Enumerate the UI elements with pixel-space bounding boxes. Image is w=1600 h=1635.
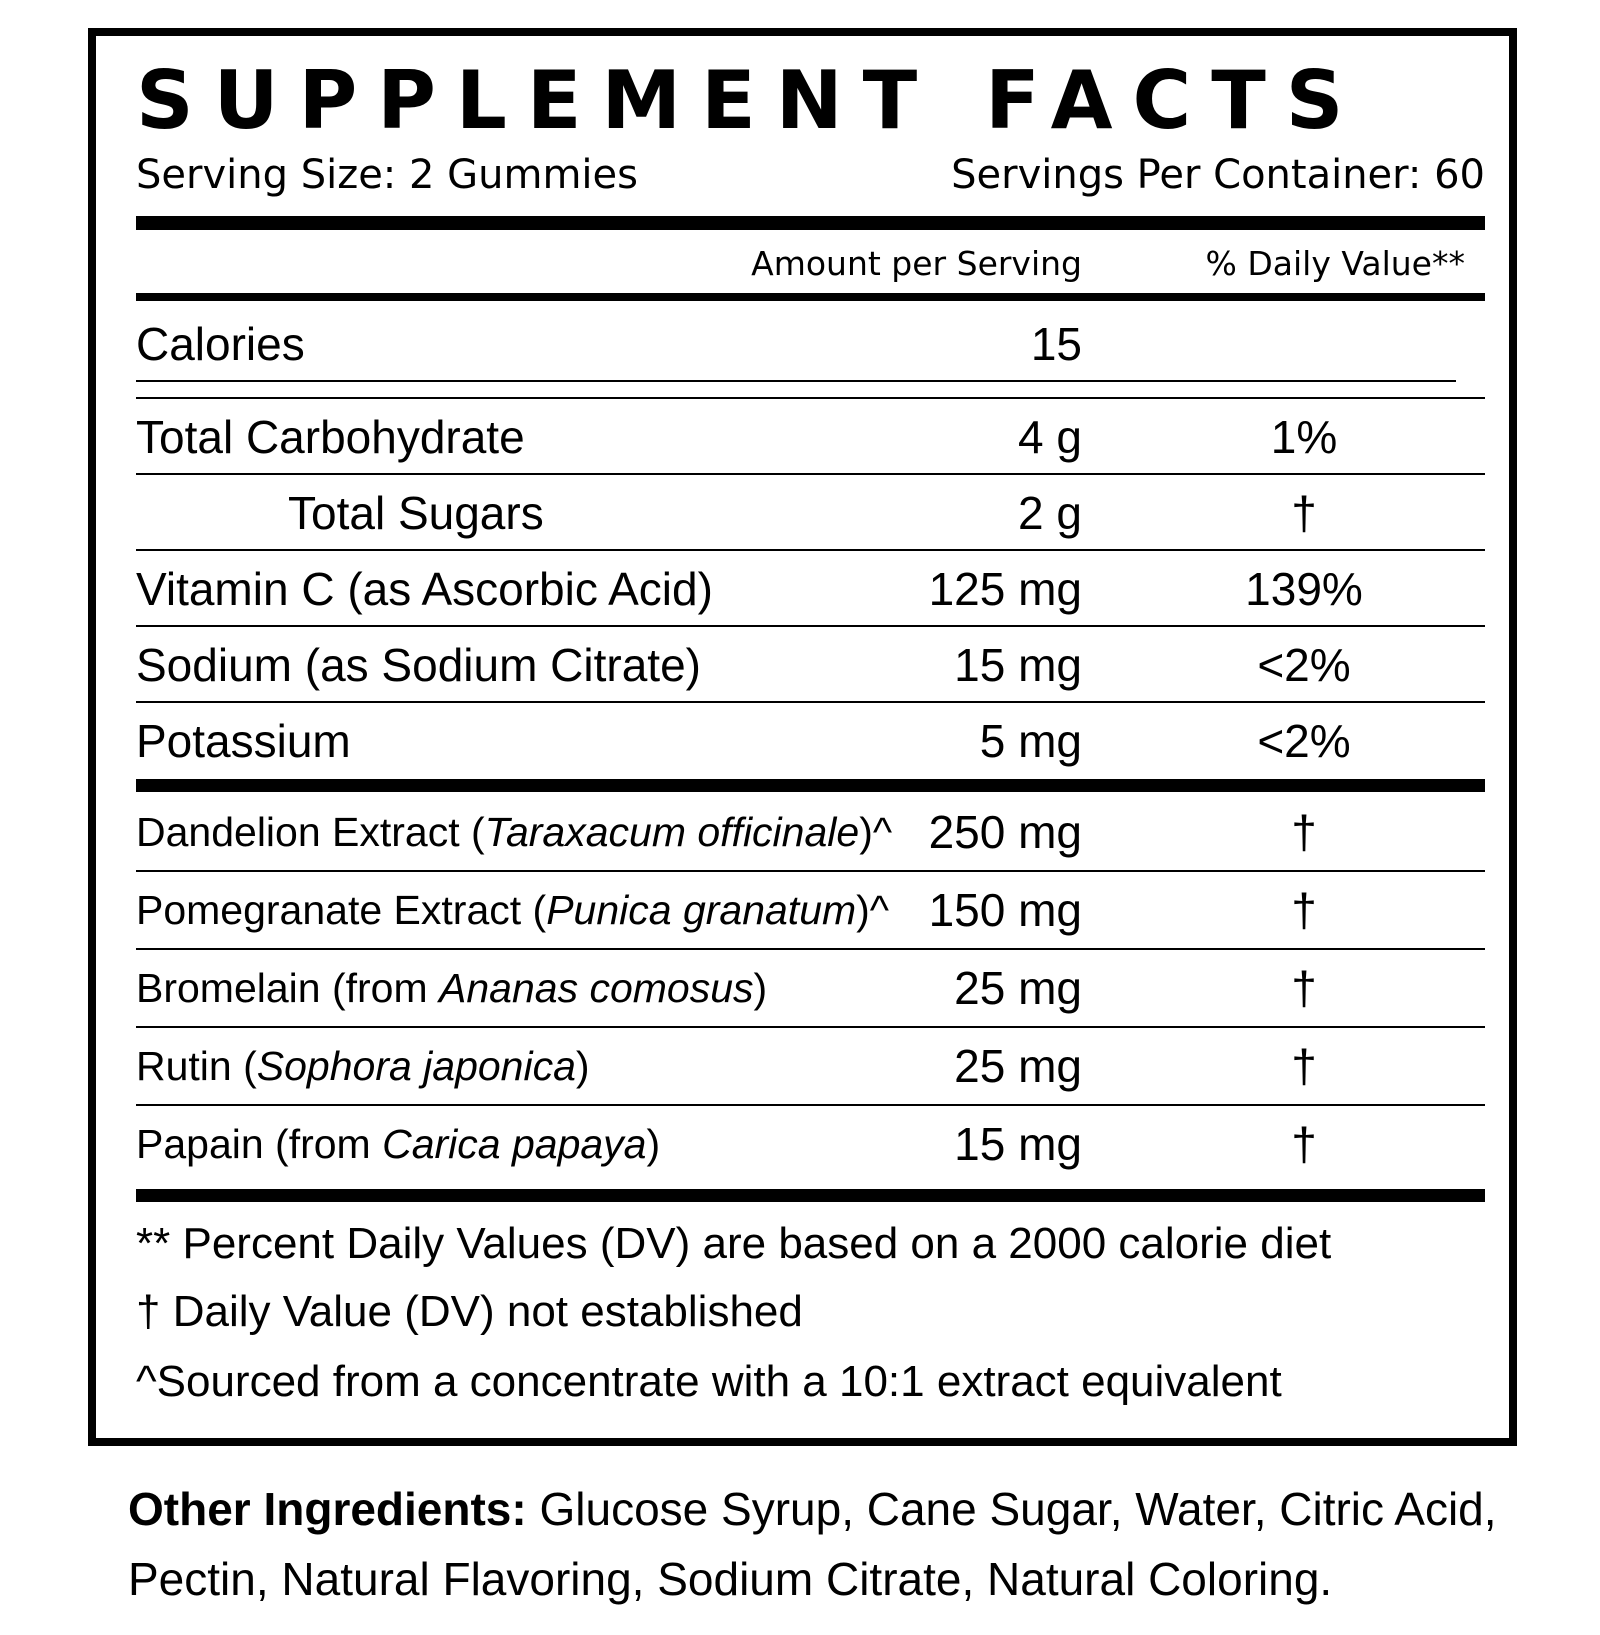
column-header bbox=[136, 236, 1485, 291]
nutrient-name: Sodium (as Sodium Citrate) bbox=[136, 639, 701, 691]
other-ingredients bbox=[128, 1474, 1508, 1614]
nutrient-amount: 15 mg bbox=[954, 639, 1082, 691]
panel-title: SUPPLEMENT FACTS bbox=[136, 54, 1364, 147]
ingredient-amount: 150 mg bbox=[928, 884, 1082, 936]
nutrient-row bbox=[136, 551, 1485, 627]
thick-divider bbox=[136, 779, 1485, 792]
nutrient-name: Total Sugars bbox=[288, 487, 544, 539]
ingredient-daily-value: † bbox=[1291, 806, 1317, 858]
daily-value-column-header: % Daily Value** bbox=[1205, 244, 1465, 283]
ingredient-daily-value: † bbox=[1291, 1040, 1317, 1092]
ingredient-row bbox=[136, 794, 1485, 870]
ingredient-name: Papain (from Carica papaya) bbox=[136, 1121, 661, 1167]
nutrient-daily-value: 1% bbox=[1270, 411, 1338, 463]
servings-per-container: Servings Per Container: 60 bbox=[951, 152, 1485, 198]
nutrient-amount: 5 mg bbox=[979, 715, 1082, 767]
nutrient-row bbox=[136, 306, 1485, 382]
ingredient-name: Dandelion Extract (Taraxacum officinale)^ bbox=[136, 809, 893, 855]
nutrient-daily-value: <2% bbox=[1257, 715, 1351, 767]
footnote-dv-not-established: † Daily Value (DV) not established bbox=[136, 1287, 803, 1336]
nutrient-daily-value: 139% bbox=[1245, 563, 1363, 615]
ingredient-amount: 250 mg bbox=[928, 806, 1082, 858]
nutrient-row bbox=[136, 703, 1485, 779]
nutrient-row bbox=[136, 475, 1485, 551]
nutrient-amount: 4 g bbox=[1018, 411, 1082, 463]
nutrient-daily-value: <2% bbox=[1257, 639, 1351, 691]
thick-divider bbox=[136, 216, 1485, 230]
other-ingredients-text: Glucose Syrup, Cane Sugar, Water, Citric Acid, Pectin, Natural Flavoring, Sodium Citrate, Natural Coloring. bbox=[128, 1483, 1497, 1605]
ingredient-name: Bromelain (from Ananas comosus) bbox=[136, 965, 768, 1011]
nutrient-daily-value: † bbox=[1291, 487, 1317, 539]
ingredient-name: Rutin (Sophora japonica) bbox=[136, 1043, 590, 1089]
nutrient-amount: 125 mg bbox=[928, 563, 1082, 615]
footnote-concentrate: ^Sourced from a concentrate with a 10:1 extract equivalent bbox=[136, 1357, 1282, 1406]
other-ingredients-label: Other Ingredients: bbox=[128, 1483, 527, 1535]
ingredient-daily-value: † bbox=[1291, 884, 1317, 936]
footnote-daily-values: ** Percent Daily Values (DV) are based on a 2000 calorie diet bbox=[136, 1219, 1332, 1268]
ingredient-daily-value: † bbox=[1291, 962, 1317, 1014]
ingredient-daily-value: † bbox=[1291, 1118, 1317, 1170]
supplement-facts-panel bbox=[88, 28, 1517, 1446]
ingredient-amount: 25 mg bbox=[954, 962, 1082, 1014]
nutrient-daily-value bbox=[1244, 306, 1364, 382]
ingredient-row bbox=[136, 872, 1485, 948]
ingredient-amount: 25 mg bbox=[954, 1040, 1082, 1092]
nutrient-row bbox=[136, 627, 1485, 703]
amount-column-header: Amount per Serving bbox=[751, 244, 1082, 283]
ingredient-row bbox=[136, 1106, 1485, 1182]
nutrient-row bbox=[136, 399, 1485, 475]
serving-info bbox=[136, 150, 1485, 200]
nutrient-amount: 2 g bbox=[1018, 487, 1082, 539]
nutrient-name: Potassium bbox=[136, 715, 351, 767]
row-divider bbox=[136, 380, 1456, 382]
header-divider bbox=[136, 293, 1485, 301]
ingredient-row bbox=[136, 1028, 1485, 1104]
ingredient-row bbox=[136, 950, 1485, 1026]
nutrient-name: Total Carbohydrate bbox=[136, 411, 525, 463]
nutrient-name: Vitamin C (as Ascorbic Acid) bbox=[136, 563, 713, 615]
thick-divider bbox=[136, 1189, 1485, 1202]
nutrient-amount: 15 bbox=[1030, 318, 1082, 370]
serving-size: Serving Size: 2 Gummies bbox=[136, 152, 638, 198]
ingredient-name: Pomegranate Extract (Punica granatum)^ bbox=[136, 887, 890, 933]
nutrient-name: Calories bbox=[136, 318, 305, 370]
ingredient-amount: 15 mg bbox=[954, 1118, 1082, 1170]
